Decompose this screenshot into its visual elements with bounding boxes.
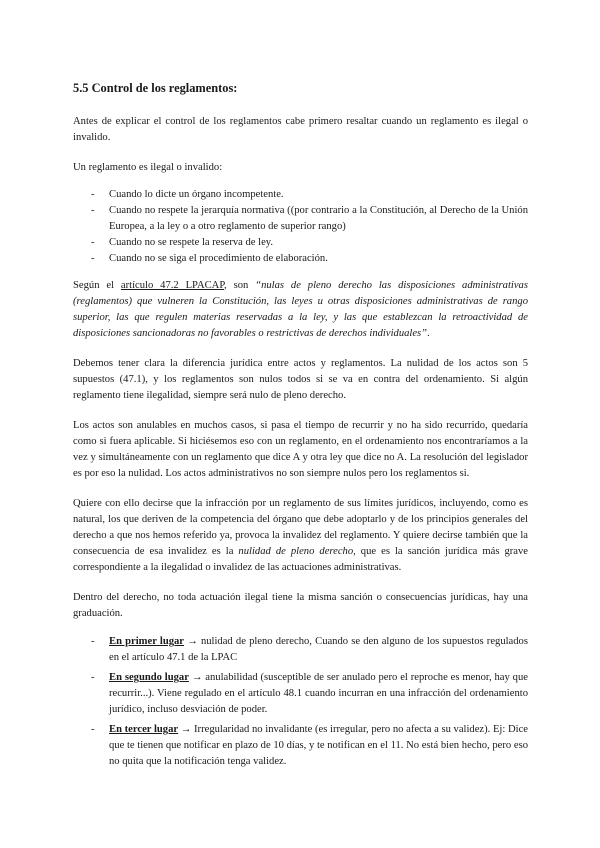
list-item: - En segundo lugar → anulabilidad (susceptible de ser anulado pero el reproche es menor, hay que recurrir...). Viene regulado en el artículo 48.1 cuando incurran en una infracción del ordenamiento jurídico, incluso desviación de poder. [109,670,528,718]
section-title: 5.5 Control de los reglamentos: [73,81,238,95]
annulable-paragraph: Los actos son anulables en muchos casos, si pasa el tiempo de recurrir y no ha sido recurrido, quedaría como si fuera aplicable. Si hiciésemos eso con un reglamento, en el ordenamiento nos encontraríamos a la vez y simultáneamente con un reglamento que dice A y otra ley que dice no A. La resolución del legislador es por eso la nulidad. Los actos administrativos no son siempre nulos pero los reglamentos si. [73,420,528,479]
article-paragraph: Según el artículo 47.2 LPACAP, son “nulas de pleno derecho las disposiciones administrativas (reglamentos) que vulneren la Constitución, las leyes u otras disposiciones administrativas de rango superior, las que regulen materias reservadas a la ley, y las que establezcan la retroactividad de disposiciones sancionadoras no favorables o restrictivas de derechos individuales”. [73,280,528,339]
grade-label: En tercer lugar [109,724,179,735]
list-item: - Cuando no se siga el procedimiento de elaboración. [109,251,528,267]
gradation-paragraph: Dentro del derecho, no toda actuación ilegal tiene la misma sanción o consecuencias jurídicas, hay una graduación. [73,592,528,619]
article-quote: “nulas de pleno derecho las disposiciones administrativas (reglamentos) que vulneren la Constitución, las leyes u otras disposiciones administrativas de rango superior, las que regulen materias reservadas a la ley, y las que establezcan la retroactividad de disposiciones sancionadoras no favorables o restrictivas de derechos individuales” [73,280,528,339]
list-item: - Cuando no se respete la reserva de ley. [109,235,528,251]
gradation-list [73,634,528,770]
arrow-icon: → [180,724,192,735]
emphasis-text: nulidad de pleno derecho [238,546,354,557]
article-reference-link[interactable]: artículo 47.2 LPACAP [120,280,225,291]
invalidity-cases-list [73,187,528,267]
infraction-paragraph: Quiere con ello decirse que la infracción por un reglamento de sus límites jurídicos, incluyendo, como es natural, los que deriven de la competencia del órgano que debe adoptarlo y de los principios generales del derecho a que nos hemos referido ya, provoca la invalidez del reglamento. Y quiere decirse también que la consecuencia de esa invalidez es la nulidad de pleno derecho, que es la sanción jurídica más grave correspondiente a la ilegalidad o invalidez de las actuaciones administrativas. [73,498,528,573]
list-item: - En primer lugar → nulidad de pleno derecho, Cuando se den alguno de los supuestos regulados en el artículo 47.1 de la LPAC [109,634,528,666]
arrow-icon: → [191,672,203,683]
grade-label: En segundo lugar [109,672,189,683]
list-item: - Cuando no respete la jerarquía normativa ((por contrario a la Constitución, al Derecho de la Unión Europea, a la ley o a otro reglamento de superior rango) [109,203,528,235]
list-item: - En tercer lugar → Irregularidad no invalidante (es irregular, pero no afecta a su validez). Ej: Dice que te tienen que notificar en plazo de 10 días, y te notifican en el 11. No está bien hecho, pero eso no quita que la notificación tenga validez. [109,722,528,770]
intro-paragraph: Antes de explicar el control de los reglamentos cabe primero resaltar cuando un reglamento es ilegal o invalido. [73,116,528,143]
list-item: - Cuando lo dicte un órgano incompetente. [109,187,528,203]
list-lead: Un reglamento es ilegal o invalido: [73,162,223,173]
difference-paragraph: Debemos tener clara la diferencia jurídica entre actos y reglamentos. La nulidad de los actos son 5 supuestos (47.1), y los reglamentos son nulos todos si se va en contra del ordenamiento. Si algún reglamento tiene ilegalidad, siempre será nulo de pleno derecho. [73,358,528,401]
grade-label: En primer lugar [109,636,185,647]
arrow-icon: → [187,636,198,647]
